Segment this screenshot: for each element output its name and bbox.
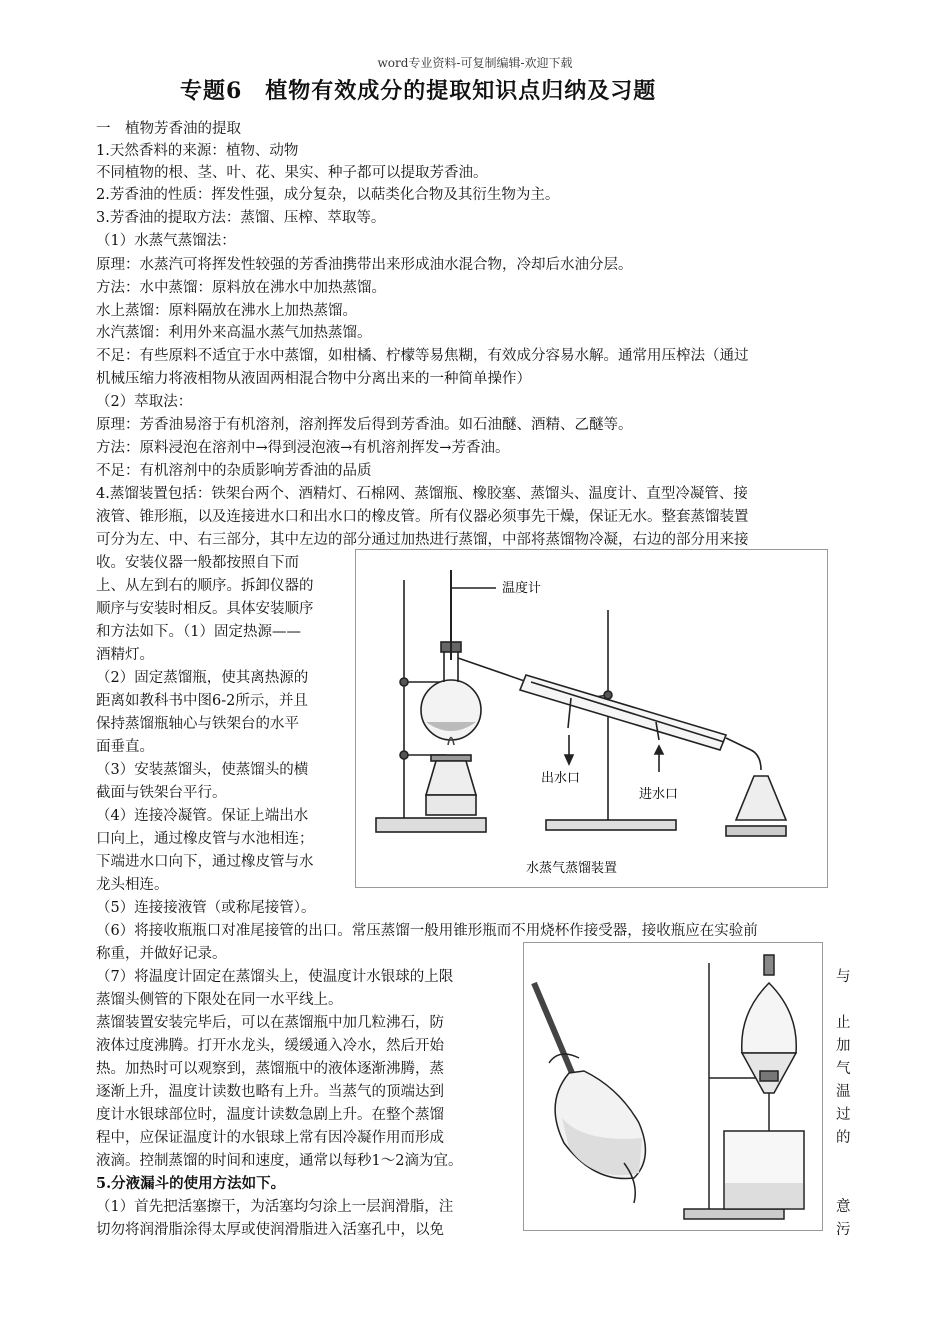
- text-line: 热。加热时可以观察到，蒸馏瓶中的液体逐渐沸腾，蒸: [96, 1061, 444, 1077]
- text-line: 方法：水中蒸馏：原料放在沸水中加热蒸馏。: [96, 280, 386, 296]
- figure-caption: 水蒸气蒸馏装置: [526, 861, 618, 876]
- text-line: （3）安装蒸馏头，使蒸馏头的横: [96, 762, 309, 778]
- page-header: word专业资料-可复制编辑-欢迎下载: [377, 56, 573, 70]
- text-line: 水汽蒸馏：利用外来高温水蒸气加热蒸馏。: [96, 325, 372, 341]
- right-col-char: 加: [836, 1038, 851, 1054]
- water-outlet-label: 出水口: [541, 771, 581, 786]
- text-line: 不足：有些原料不适宜于水中蒸馏，如柑橘、柠檬等易焦糊，有效成分容易水解。通常用压榨法（通过: [96, 348, 749, 364]
- section-heading: 一 植物芳香油的提取: [96, 121, 241, 137]
- text-line: （6）将接收瓶瓶口对准尾接管的出口。常压蒸馏一般用锥形瓶而不用烧杯作接受器，接收瓶应在实验前: [96, 923, 758, 939]
- separatory-funnel-drawing: [524, 943, 822, 1230]
- text-line: 截面与铁架台平行。: [96, 785, 227, 801]
- text-line: 距离如教科书中图6-2所示，并且: [96, 693, 308, 709]
- text-line: 口向上，通过橡皮管与水池相连；: [96, 831, 314, 847]
- text-line: 原理：水蒸汽可将挥发性较强的芳香油携带出来形成油水混合物，冷却后水油分层。: [96, 257, 633, 273]
- text-line: （2）萃取法：: [96, 394, 193, 410]
- right-col-char: 意: [836, 1199, 851, 1215]
- right-col-char: 污: [836, 1222, 851, 1238]
- text-line: 5.分液漏斗的使用方法如下。: [96, 1175, 286, 1192]
- right-col-char: 过: [836, 1107, 851, 1123]
- text-line: 1.天然香料的来源：植物、动物: [96, 143, 299, 159]
- distillation-figure: [355, 549, 828, 888]
- text-line: 液滴。控制蒸馏的时间和速度，通常以每秒1～2滴为宜。: [96, 1153, 463, 1169]
- text-line: 水上蒸馏：原料隔放在沸水上加热蒸馏。: [96, 303, 357, 319]
- text-line: 液管、锥形瓶，以及连接进水口和出水口的橡皮管。所有仪器必须事先干燥，保证无水。整套蒸馏装置: [96, 509, 749, 525]
- text-line: （4）连接冷凝管。保证上端出水: [96, 808, 309, 824]
- right-col-char: 与: [836, 969, 851, 985]
- text-line: 酒精灯。: [96, 647, 154, 663]
- text-line: 度计水银球部位时，温度计读数急剧上升。在整个蒸馏: [96, 1107, 444, 1123]
- text-line: 面垂直。: [96, 739, 154, 755]
- text-line: 和方法如下。（1）固定热源——: [96, 624, 301, 640]
- text-line: 蒸馏头侧管的下限处在同一水平线上。: [96, 992, 343, 1008]
- text-line: 顺序与安装时相反。具体安装顺序: [96, 601, 314, 617]
- text-line: 保持蒸馏瓶轴心与铁架台的水平: [96, 716, 299, 732]
- separatory-funnel-figure: [523, 942, 823, 1231]
- text-line: 蒸馏装置安装完毕后，可以在蒸馏瓶中加几粒沸石，防: [96, 1015, 444, 1031]
- text-line: 收。安装仪器一般都按照自下而: [96, 555, 299, 571]
- text-line: （1）首先把活塞擦干，为活塞均匀涂上一层润滑脂，注: [96, 1199, 454, 1215]
- text-line: 方法：原料浸泡在溶剂中→得到浸泡液→有机溶剂挥发→芳香油。: [96, 440, 510, 456]
- text-line: （5）连接接液管（或称尾接管）。: [96, 900, 316, 916]
- text-line: （7）将温度计固定在蒸馏头上，使温度计水银球的上限: [96, 969, 454, 985]
- text-line: （1）水蒸气蒸馏法：: [96, 233, 236, 249]
- text-line: 原理：芳香油易溶于有机溶剂，溶剂挥发后得到芳香油。如石油醚、酒精、乙醚等。: [96, 417, 633, 433]
- text-line: 2.芳香油的性质：挥发性强，成分复杂，以萜类化合物及其衍生物为主。: [96, 187, 560, 203]
- text-line: 切勿将润滑脂涂得太厚或使润滑脂进入活塞孔中，以免: [96, 1222, 444, 1238]
- right-col-char: 气: [836, 1061, 851, 1077]
- text-line: 机械压缩力将液相物从液固两相混合物中分离出来的一种简单操作）: [96, 371, 531, 387]
- text-line: 上、从左到右的顺序。拆卸仪器的: [96, 578, 314, 594]
- text-line: （2）固定蒸馏瓶，使其离热源的: [96, 670, 309, 686]
- text-line: 不同植物的根、茎、叶、花、果实、种子都可以提取芳香油。: [96, 165, 488, 181]
- text-line: 可分为左、中、右三部分，其中左边的部分通过加热进行蒸馏，中部将蒸馏物冷凝，右边的部分用来接: [96, 532, 749, 548]
- text-line: 4.蒸馏装置包括：铁架台两个、酒精灯、石棉网、蒸馏瓶、橡胶塞、蒸馏头、温度计、直型冷凝管、接: [96, 486, 748, 502]
- text-line: 逐渐上升，温度计读数也略有上升。当蒸气的顶端达到: [96, 1084, 444, 1100]
- distillation-apparatus-drawing: [356, 550, 827, 887]
- text-line: 3.芳香油的提取方法：蒸馏、压榨、萃取等。: [96, 210, 386, 226]
- text-line: 称重，并做好记录。: [96, 946, 227, 962]
- text-line: 不足：有机溶剂中的杂质影响芳香油的品质: [96, 463, 372, 479]
- water-inlet-label: 进水口: [639, 787, 679, 802]
- text-line: 下端进水口向下，通过橡皮管与水: [96, 854, 314, 870]
- right-col-char: 的: [836, 1130, 851, 1146]
- right-col-char: 温: [836, 1084, 851, 1100]
- text-line: 程中，应保证温度计的水银球上常有因冷凝作用而形成: [96, 1130, 444, 1146]
- page-title: 专题6 植物有效成分的提取知识点归纳及习题: [180, 78, 657, 104]
- right-col-char: 止: [836, 1015, 851, 1031]
- thermometer-label: 温度计: [502, 581, 542, 596]
- text-line: 龙头相连。: [96, 877, 169, 893]
- text-line: 液体过度沸腾。打开水龙头，缓缓通入冷水，然后开始: [96, 1038, 444, 1054]
